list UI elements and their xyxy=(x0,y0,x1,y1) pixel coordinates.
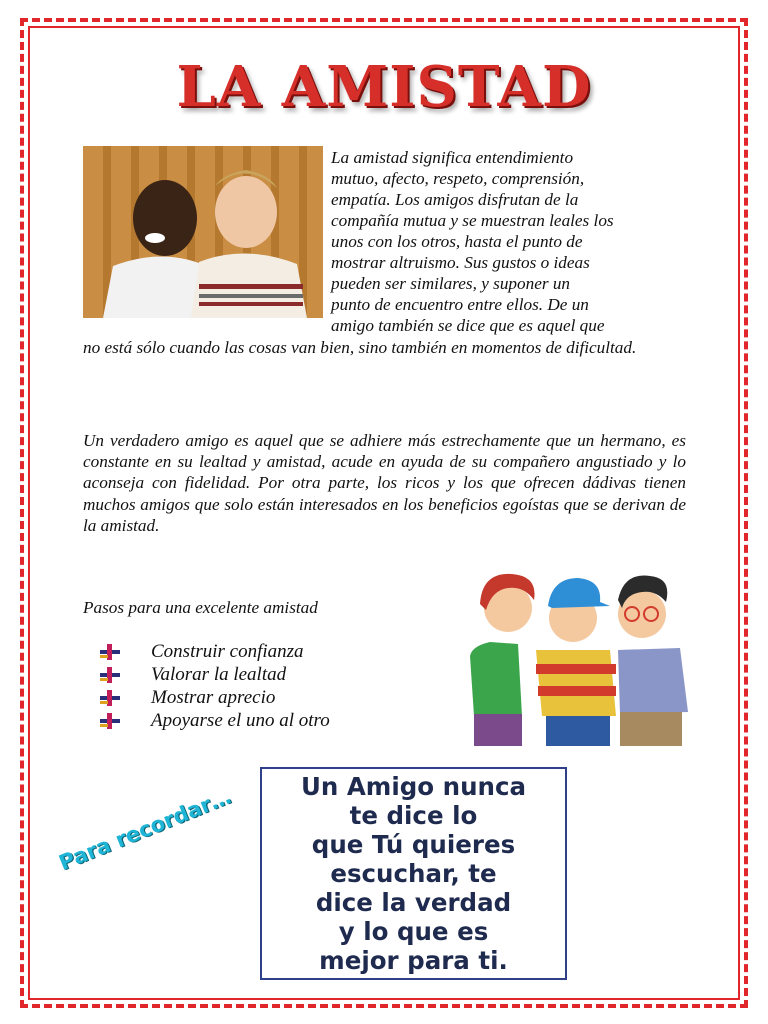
para-recordar-label: Para recordar… xyxy=(55,784,235,876)
list-item xyxy=(98,709,330,732)
quote-line: dice la verdad xyxy=(315,888,512,917)
intro-line: punto de encuentro entre ellos. De un xyxy=(331,295,589,314)
pasos-item-label: Apoyarse el uno al otro xyxy=(151,709,330,731)
pasos-title: Pasos para una excelente amistad xyxy=(83,598,318,617)
intro-line: mutuo, afecto, respeto, comprensión, xyxy=(331,169,585,188)
quote-line: que Tú quieres xyxy=(311,830,516,859)
pasos-list xyxy=(98,640,330,732)
intro-line: La amistad significa entendimiento xyxy=(331,148,574,167)
cross-bullet-icon xyxy=(98,690,122,706)
pasos-item-label: Valorar la lealtad xyxy=(151,663,287,685)
pasos-item-label: Construir confianza xyxy=(151,640,304,662)
intro-line: compañía mutua y se muestran leales los xyxy=(331,211,614,230)
quote-text xyxy=(301,772,526,975)
quote-box xyxy=(260,767,567,980)
three-friends-cartoon xyxy=(460,566,694,748)
quote-line: Un Amigo nunca xyxy=(300,772,527,801)
intro-line: amigo también se dice que es aquel que xyxy=(331,316,605,335)
cross-bullet-icon xyxy=(98,667,122,683)
list-item xyxy=(98,663,330,686)
two-boys-photo xyxy=(83,146,323,318)
intro-line: mostrar altruismo. Sus gustos o ideas xyxy=(331,253,590,272)
quote-line: mejor para ti. xyxy=(319,946,508,975)
intro-continued: no está sólo cuando las cosas van bien, sino también en momentos de dificultad. xyxy=(83,338,637,357)
paragraph-verdadero-amigo: Un verdadero amigo es aquel que se adhiere más estrechamente que un hermano, es constante en su lealtad y amistad, acude en ayuda de su compañero angustiado y lo aconseja con fidelidad. Por otra parte, los ricos y los que ofrecen dádivas tienen muchos amigos que solo están interesados en los beneficios egoístas que se derivan de la amistad. xyxy=(83,431,686,535)
page-title: LA AMISTAD xyxy=(176,54,592,120)
list-item xyxy=(98,640,330,663)
quote-line: te dice lo xyxy=(349,801,478,830)
cross-bullet-icon xyxy=(98,644,122,660)
intro-line: empatía. Los amigos disfrutan de la xyxy=(331,190,579,209)
pasos-item-label: Mostrar aprecio xyxy=(151,686,276,708)
intro-line: pueden ser similares, y suponer un xyxy=(331,274,571,293)
intro-line: unos con los otros, hasta el punto de xyxy=(331,232,583,251)
list-item xyxy=(98,686,330,709)
cross-bullet-icon xyxy=(98,713,122,729)
quote-line: y lo que es xyxy=(338,917,489,946)
quote-line: escuchar, te xyxy=(330,859,497,888)
